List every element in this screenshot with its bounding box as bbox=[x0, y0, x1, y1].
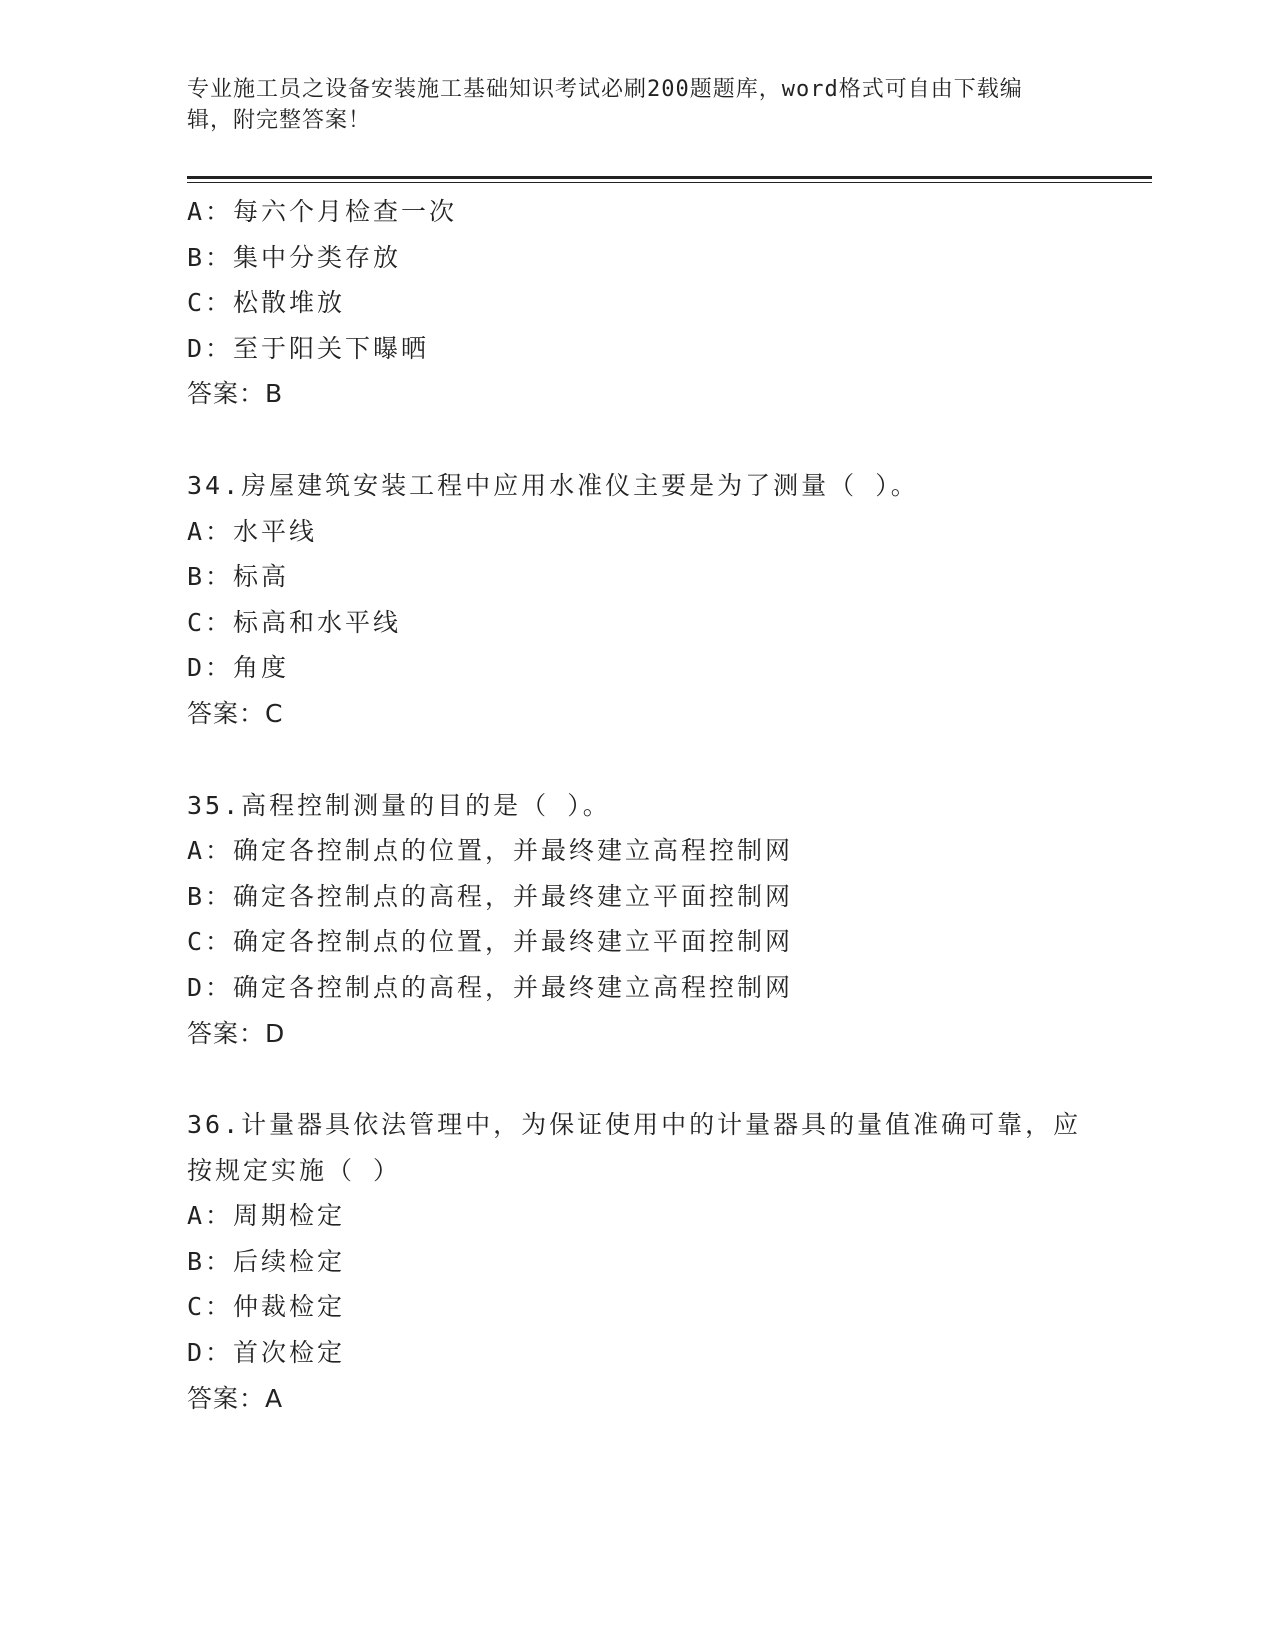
option-a: A：每六个月检查一次 bbox=[187, 197, 458, 226]
option-a: A：水平线 bbox=[187, 516, 318, 546]
answer: 答案：C bbox=[187, 698, 284, 728]
answer: 答案：B bbox=[187, 379, 284, 409]
option-b: B：后续检定 bbox=[187, 1246, 346, 1276]
spacer bbox=[187, 1056, 1152, 1102]
question-35 bbox=[187, 783, 1152, 1057]
option-b: B：确定各控制点的高程，并最终建立平面控制网 bbox=[187, 881, 794, 911]
option-b: B：标高 bbox=[187, 562, 290, 592]
option-d: D：首次检定 bbox=[187, 1338, 346, 1368]
option-d: D：至于阳关下曝晒 bbox=[187, 333, 430, 363]
spacer bbox=[187, 737, 1152, 783]
header-divider-thin bbox=[187, 182, 1152, 183]
header-divider-thick bbox=[187, 176, 1152, 179]
answer: 答案：D bbox=[187, 1018, 286, 1048]
question-list bbox=[187, 189, 1152, 1421]
question-stem: 34.房屋建筑安装工程中应用水准仪主要是为了测量（ ）。 bbox=[187, 470, 919, 500]
question-34 bbox=[187, 463, 1152, 737]
option-c: C：仲裁检定 bbox=[187, 1292, 346, 1322]
option-c: C：标高和水平线 bbox=[187, 607, 402, 637]
question-stem: 35.高程控制测量的目的是（ ）。 bbox=[187, 790, 611, 820]
question-33-continued bbox=[187, 189, 1152, 417]
question-stem: 36.计量器具依法管理中，为保证使用中的计量器具的量值准确可靠，应按规定实施（ ） bbox=[187, 1110, 1082, 1185]
option-a: A：确定各控制点的位置，并最终建立高程控制网 bbox=[187, 836, 794, 866]
option-b: B：集中分类存放 bbox=[187, 242, 402, 272]
option-c: C：松散堆放 bbox=[187, 288, 346, 318]
option-d: D：确定各控制点的高程，并最终建立高程控制网 bbox=[187, 972, 794, 1002]
option-a: A：周期检定 bbox=[187, 1201, 346, 1231]
question-36 bbox=[187, 1102, 1152, 1421]
spacer bbox=[187, 417, 1152, 463]
option-c: C：确定各控制点的位置，并最终建立平面控制网 bbox=[187, 927, 794, 957]
document-header: 专业施工员之设备安装施工基础知识考试必刷200题题库，word格式可自由下载编辑，附完整答案！ bbox=[187, 77, 1023, 133]
option-d: D：角度 bbox=[187, 653, 290, 683]
answer: 答案：A bbox=[187, 1383, 284, 1413]
